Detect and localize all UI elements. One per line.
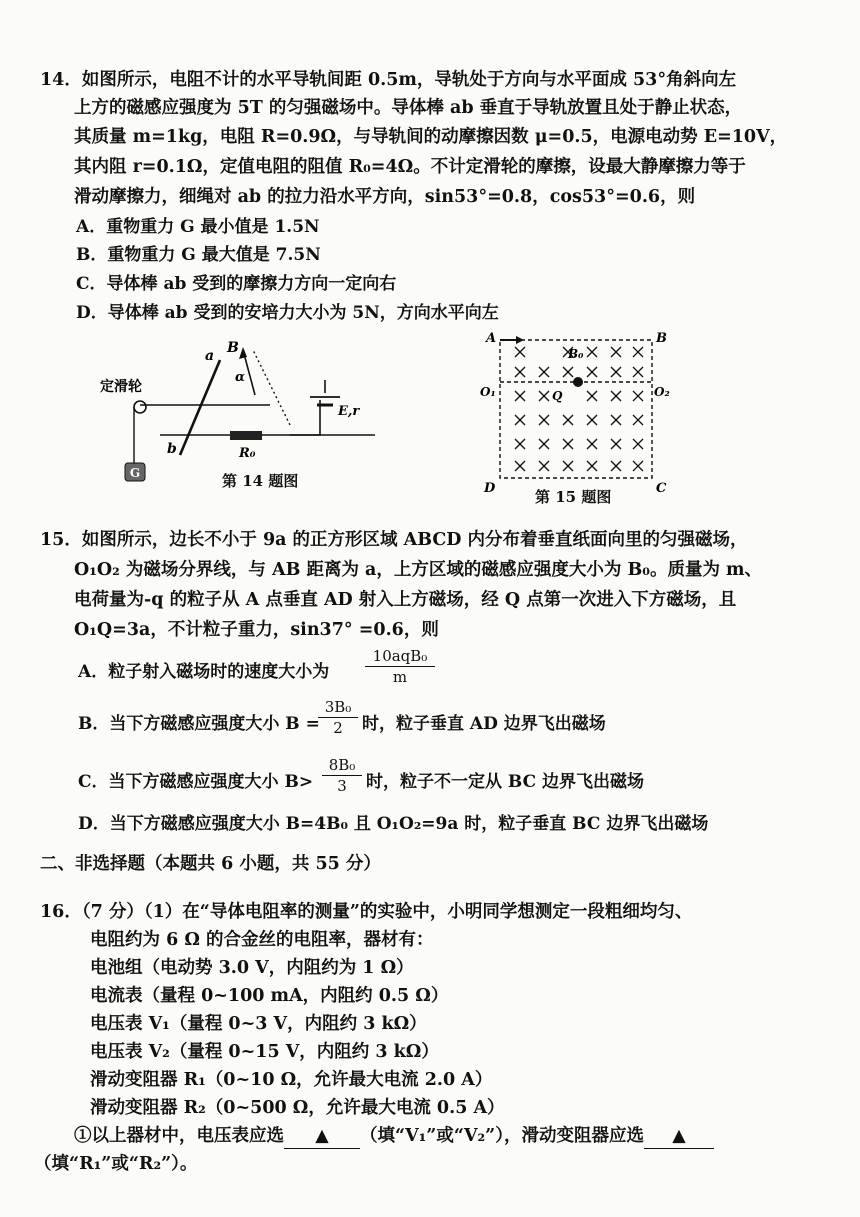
label-g: G [129,466,141,480]
q14-option-a: A．重物重力 G 最小值是 1.5N [76,217,320,237]
label-alpha: α [235,370,246,385]
label-B-corner: B [656,331,667,346]
fraction-den: 3 [337,777,347,795]
q16-sub1-mid: （填“V₁”或“V₂”），滑动变阻器应选 [360,1126,644,1146]
q14-option-b: B．重物重力 G 最大值是 7.5N [76,245,321,265]
q16-item-2: 电流表（量程 0~100 mA，内阻约 0.5 Ω） [90,986,449,1006]
label-r0: R₀ [239,446,256,461]
section-2-heading: 二、非选择题（本题共 6 小题，共 55 分） [40,854,381,874]
q15-option-c-post: 时，粒子不一定从 BC 边界飞出磁场 [366,772,645,792]
label-C: C [656,481,667,496]
figure-15 [480,330,670,510]
q15-line-3: 电荷量为-q 的粒子从 A 点垂直 AD 射入上方磁场，经 Q 点第一次进入下方磁场，且 [74,590,737,610]
q16-item-4: 电压表 V₂（量程 0~15 V，内阻约 3 kΩ） [90,1042,439,1062]
magnetic-field-crosses [515,347,643,471]
q14-line-3: 其质量 m=1kg，电阻 R=0.9Ω，与导轨间的动摩擦因数 μ=0.5，电源电动势 E=10V， [74,127,788,147]
figure-15-caption: 第 15 题图 [535,488,612,506]
q16-item-5: 滑动变阻器 R₁（0~10 Ω，允许最大电流 2.0 A） [90,1070,493,1090]
label-D: D [484,481,496,496]
fraction-num: 3B₀ [324,698,352,716]
label-o1: O₁ [480,385,496,399]
label-a: a [205,348,215,364]
answer-blank-voltmeter[interactable]: ▲ [284,1124,360,1149]
label-B: B [227,340,239,356]
q15-line-2: O₁O₂ 为磁场分界线，与 AB 距离为 a，上方区域的磁感应强度大小为 B₀。质量为 m、 [74,560,763,580]
q16-sub1-end: （填“R₁”或“R₂”）。 [34,1154,198,1174]
q16-sub1-line [74,1124,714,1149]
answer-blank-rheostat[interactable]: ▲ [644,1124,714,1149]
q16-line-2: 电阻约为 6 Ω 的合金丝的电阻率，器材有： [90,930,434,950]
fraction-den: m [392,668,408,686]
q16-item-1: 电池组（电动势 3.0 V，内阻约为 1 Ω） [90,958,414,978]
q15-option-c-pre: C．当下方磁感应强度大小 B> [78,772,314,792]
q15-option-a: A．粒子射入磁场时的速度大小为 [78,662,330,682]
fraction-den: 2 [333,719,343,737]
q15-line-4: O₁Q=3a，不计粒子重力，sin37° =0.6，则 [74,620,439,640]
q15-option-d: D．当下方磁感应强度大小 B=4B₀ 且 O₁O₂=9a 时，粒子垂直 BC 边界飞出磁场 [78,814,709,834]
fraction-num: 10aqB₀ [372,647,428,665]
fraction-num: 8B₀ [328,756,356,774]
q14-line-5: 滑动摩擦力，细绳对 ab 的拉力沿水平方向，sin53°=0.8，cos53°=0.6，则 [74,187,696,207]
label-b0: B₀ [568,347,584,361]
q14-option-c: C．导体棒 ab 受到的摩擦力方向一定向右 [76,274,397,294]
q16-sub1-pre: ①以上器材中，电压表应选 [74,1126,284,1146]
q15-line-1: 15．如图所示，边长不小于 9a 的正方形区域 ABCD 内分布着垂直纸面向里的匀强磁场， [40,530,748,550]
q16-line-1: 16．（7 分）（1）在“导体电阻率的测量”的实验中，小明同学想测定一段粗细均匀、 [40,902,693,922]
q15-option-a-fraction [365,647,435,686]
label-b: b [167,441,177,457]
q14-line-1: 14．如图所示，电阻不计的水平导轨间距 0.5m，导轨处于方向与水平面成 53°角斜向左 [40,70,737,90]
q16-item-6: 滑动变阻器 R₂（0~500 Ω，允许最大电流 0.5 A） [90,1098,505,1118]
q15-option-b-pre: B．当下方磁感应强度大小 B = [78,714,320,734]
q14-line-4: 其内阻 r=0.1Ω，定值电阻的阻值 R₀=4Ω。不计定滑轮的摩擦，设最大静摩擦力等于 [74,157,746,177]
q15-option-b-post: 时，粒子垂直 AD 边界飞出磁场 [362,714,606,734]
q15-option-c-fraction [322,756,362,795]
label-pulley: 定滑轮 [100,379,142,395]
label-o2: O₂ [654,385,670,399]
q14-option-d: D．导体棒 ab 受到的安培力大小为 5N，方向水平向左 [76,303,499,323]
label-q: Q [552,389,563,403]
q15-option-b-fraction [318,698,358,737]
label-A: A [486,331,497,346]
q14-line-2: 上方的磁感应强度为 5T 的匀强磁场中。导体棒 ab 垂直于导轨放置且处于静止状态， [74,98,743,118]
figure-14-caption: 第 14 题图 [222,472,299,490]
q16-item-3: 电压表 V₁（量程 0~3 V，内阻约 3 kΩ） [90,1014,427,1034]
label-er: E,r [338,404,360,419]
